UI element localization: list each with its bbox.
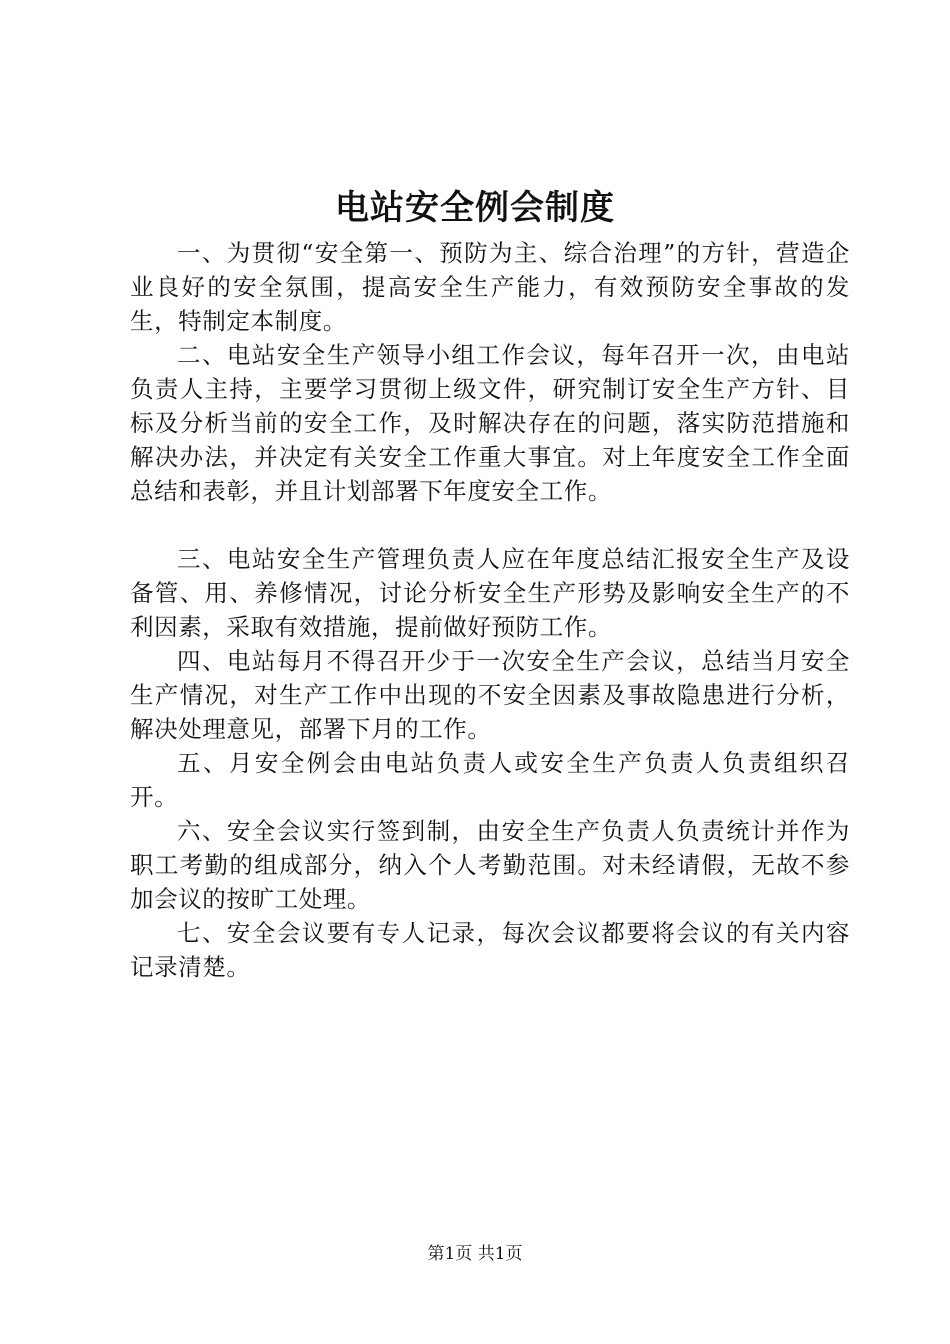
- page-footer: 第1页 共1页: [427, 1244, 523, 1264]
- paragraph-5: 五、月安全例会由电站负责人或安全生产负责人负责组织召开。: [130, 749, 850, 811]
- paragraph-1: 一、为贯彻“安全第一、预防为主、综合治理”的方针，营造企业良好的安全氛围，提高安全生产能力，有效预防安全事故的发生，特制定本制度。: [130, 239, 850, 335]
- document-body: [130, 236, 850, 984]
- paragraph-6: 六、安全会议实行签到制，由安全生产负责人负责统计并作为职工考勤的组成部分，纳入个人考勤范围。对未经请假，无故不参加会议的按旷工处理。: [130, 817, 850, 913]
- paragraph-2: 二、电站安全生产领导小组工作会议，每年召开一次，由电站负责人主持，主要学习贯彻上级文件，研究制订安全生产方针、目标及分析当前的安全工作，及时解决存在的问题，落实防范措施和解决办法，并决定有关安全工作重大事宜。对上年度安全工作全面总结和表彰，并且计划部署下年度安全工作。: [130, 341, 850, 505]
- paragraph-7: 七、安全会议要有专人记录，每次会议都要将会议的有关内容记录清楚。: [130, 919, 850, 981]
- paragraph-3: 三、电站安全生产管理负责人应在年度总结汇报安全生产及设备管、用、养修情况，讨论分析安全生产形势及影响安全生产的不利因素，采取有效措施，提前做好预防工作。: [130, 545, 850, 641]
- paragraph-4: 四、电站每月不得召开少于一次安全生产会议，总结当月安全生产情况，对生产工作中出现的不安全因素及事故隐患进行分析，解决处理意见，部署下月的工作。: [130, 647, 850, 743]
- document-title: 电站安全例会制度: [335, 188, 615, 228]
